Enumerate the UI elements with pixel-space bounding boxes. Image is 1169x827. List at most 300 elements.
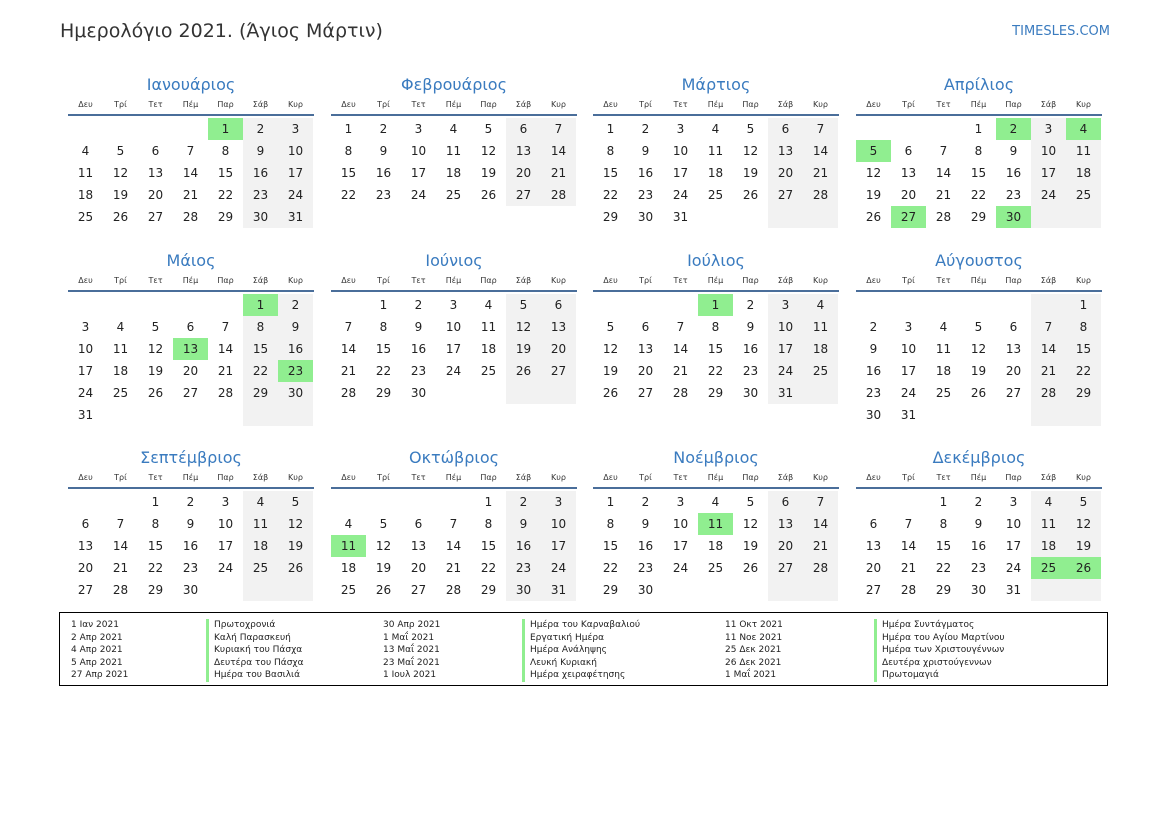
legend-date: 1 Μαΐ 2021 [725, 670, 777, 680]
weekday-label: Κυρ [813, 276, 828, 285]
day-cell: 15 [935, 539, 952, 553]
day-cell: 17 [77, 364, 94, 378]
day-cell: 11 [243, 513, 278, 535]
day-cell: 13 [865, 539, 882, 553]
day-cell: 25 [707, 561, 724, 575]
day-cell: 9 [974, 517, 983, 531]
empty-cell [68, 491, 103, 513]
day-cell: 21 [445, 561, 462, 575]
day-cell: 29 [375, 386, 392, 400]
day-cell: 11 [935, 342, 952, 356]
empty-cell [856, 294, 891, 316]
day-cell: 6 [151, 144, 160, 158]
weekday-label: Κυρ [1076, 276, 1091, 285]
weekday-label: Τρί [114, 473, 127, 482]
empty-cell [996, 404, 1031, 426]
day-cell: 7 [939, 144, 948, 158]
weekday-header [593, 469, 839, 489]
day-cell: 21 [340, 364, 357, 378]
day-cell: 17 [541, 535, 576, 557]
empty-cell [628, 294, 663, 316]
day-cell: 17 [768, 338, 803, 360]
weekday-label: Τετ [936, 276, 951, 285]
empty-cell [856, 491, 891, 513]
day-cell: 3 [81, 320, 90, 334]
day-cell: 22 [602, 188, 619, 202]
day-cell: 29 [602, 210, 619, 224]
legend-date: 1 Ιαν 2021 [71, 620, 119, 630]
month-calendar [593, 447, 839, 601]
day-cell: 13 [541, 316, 576, 338]
days-grid [68, 118, 314, 228]
weekday-label: Τετ [148, 100, 163, 109]
month-calendar [68, 447, 314, 601]
day-cell: 26 [742, 561, 759, 575]
empty-cell [243, 579, 278, 601]
weekday-label: Δευ [78, 100, 93, 109]
day-cell: 26 [602, 386, 619, 400]
day-cell: 7 [449, 517, 458, 531]
legend-holiday-name: Κυριακή του Πάσχα [206, 644, 304, 657]
day-cell: 28 [445, 583, 462, 597]
day-cell: 6 [904, 144, 913, 158]
day-cell: 5 [1066, 491, 1101, 513]
day-cell: 15 [217, 166, 234, 180]
day-cell: 5 [746, 122, 755, 136]
day-cell: 3 [278, 118, 313, 140]
day-cell: 29 [243, 382, 278, 404]
day-cell: 30 [243, 206, 278, 228]
legend-holiday-name: Δευτέρα χριστούγεννων [874, 657, 1005, 670]
day-cell: 20 [768, 535, 803, 557]
day-cell: 5 [116, 144, 125, 158]
empty-cell [331, 491, 366, 513]
day-cell: 29 [480, 583, 497, 597]
day-cell: 29 [217, 210, 234, 224]
day-cell: 11 [445, 144, 462, 158]
weekday-label: Πέμ [970, 100, 987, 109]
day-cell: 16 [243, 162, 278, 184]
day-cell: 20 [182, 364, 199, 378]
day-cell: 17 [410, 166, 427, 180]
day-cell: 23 [410, 364, 427, 378]
legend-date-column [383, 619, 440, 682]
days-grid [331, 294, 577, 404]
empty-cell [891, 294, 926, 316]
day-cell: 24 [1031, 184, 1066, 206]
day-cell: 24 [672, 188, 689, 202]
empty-cell [208, 294, 243, 316]
day-cell: 18 [1066, 162, 1101, 184]
weekday-label: Σάβ [252, 100, 269, 109]
day-cell: 21 [541, 162, 576, 184]
day-cell: 16 [865, 364, 882, 378]
empty-cell [278, 404, 313, 426]
day-cell: 28 [935, 210, 952, 224]
weekday-header [856, 272, 1102, 292]
weekday-label: Τρί [902, 100, 915, 109]
weekday-label: Παρ [742, 473, 759, 482]
weekday-label: Τετ [148, 276, 163, 285]
empty-cell [208, 404, 243, 426]
day-cell: 28 [900, 583, 917, 597]
days-grid [68, 491, 314, 601]
days-grid [593, 491, 839, 601]
month-calendar [331, 447, 577, 601]
weekday-label: Παρ [742, 276, 759, 285]
empty-cell [1031, 206, 1066, 228]
day-cell: 19 [147, 364, 164, 378]
day-cell: 2 [186, 495, 195, 509]
weekday-label: Τετ [148, 473, 163, 482]
day-cell: 7 [541, 118, 576, 140]
day-cell: 8 [243, 316, 278, 338]
month-name: Αύγουστος [935, 251, 1023, 270]
day-cell: 10 [672, 144, 689, 158]
day-cell: 2 [869, 320, 878, 334]
weekday-label: Σάβ [777, 100, 794, 109]
day-cell: 9 [414, 320, 423, 334]
weekday-label: Πέμ [445, 100, 462, 109]
holiday-day-cell: 4 [1066, 118, 1101, 140]
day-cell: 31 [1005, 583, 1022, 597]
day-cell: 10 [541, 513, 576, 535]
weekday-label: Τρί [377, 100, 390, 109]
weekday-label: Δευ [866, 276, 881, 285]
day-cell: 2 [506, 491, 541, 513]
day-cell: 19 [742, 166, 759, 180]
day-cell: 30 [742, 386, 759, 400]
day-cell: 27 [506, 184, 541, 206]
day-cell: 15 [375, 342, 392, 356]
day-cell: 25 [480, 364, 497, 378]
day-cell: 22 [602, 561, 619, 575]
day-cell: 22 [375, 364, 392, 378]
days-grid [331, 118, 577, 206]
day-cell: 29 [1066, 382, 1101, 404]
day-cell: 13 [637, 342, 654, 356]
day-cell: 14 [900, 539, 917, 553]
day-cell: 14 [217, 342, 234, 356]
day-cell: 21 [672, 364, 689, 378]
day-cell: 9 [746, 320, 755, 334]
legend-date: 11 Νοε 2021 [725, 632, 783, 643]
weekday-label: Τρί [639, 276, 652, 285]
legend-holiday-name: Δευτέρα του Πάσχα [206, 657, 304, 670]
weekday-label: Τρί [114, 276, 127, 285]
weekday-label: Παρ [217, 100, 234, 109]
empty-cell [1066, 579, 1101, 601]
empty-cell [436, 382, 471, 404]
month-name: Δεκέμβριος [932, 448, 1026, 467]
day-cell: 19 [865, 188, 882, 202]
weekday-label: Πέμ [445, 473, 462, 482]
day-cell: 27 [77, 583, 94, 597]
day-cell: 5 [506, 294, 541, 316]
day-cell: 30 [970, 583, 987, 597]
weekday-label: Δευ [603, 473, 618, 482]
day-cell: 14 [803, 513, 838, 535]
day-cell: 14 [935, 166, 952, 180]
day-cell: 20 [1005, 364, 1022, 378]
site-link[interactable]: TIMESLES.COM [1012, 24, 1110, 39]
empty-cell [803, 206, 838, 228]
weekday-label: Κυρ [551, 100, 566, 109]
weekday-label: Πέμ [182, 276, 199, 285]
day-cell: 8 [939, 517, 948, 531]
weekday-label: Δευ [341, 100, 356, 109]
day-cell: 17 [672, 166, 689, 180]
day-cell: 18 [707, 166, 724, 180]
day-cell: 26 [480, 188, 497, 202]
day-cell: 10 [672, 517, 689, 531]
day-cell: 10 [1031, 140, 1066, 162]
day-cell: 30 [182, 583, 199, 597]
day-cell: 20 [77, 561, 94, 575]
day-cell: 3 [676, 495, 685, 509]
weekday-label: Κυρ [1076, 473, 1091, 482]
weekday-label: Πέμ [182, 100, 199, 109]
holiday-day-cell: 27 [891, 206, 926, 228]
day-cell: 26 [147, 386, 164, 400]
day-cell: 14 [803, 140, 838, 162]
legend-name-column [206, 619, 304, 682]
day-cell: 25 [445, 188, 462, 202]
day-cell: 2 [243, 118, 278, 140]
day-cell: 23 [865, 386, 882, 400]
day-cell: 27 [147, 210, 164, 224]
day-cell: 15 [1066, 338, 1101, 360]
day-cell: 5 [151, 320, 160, 334]
day-cell: 20 [768, 162, 803, 184]
day-cell: 25 [340, 583, 357, 597]
day-cell: 25 [243, 557, 278, 579]
legend-date-column [71, 619, 128, 682]
day-cell: 23 [970, 561, 987, 575]
day-cell: 22 [243, 360, 278, 382]
day-cell: 11 [112, 342, 129, 356]
weekday-label: Τρί [902, 473, 915, 482]
day-cell: 8 [379, 320, 388, 334]
legend-date: 13 Μαΐ 2021 [383, 645, 440, 655]
day-cell: 2 [641, 122, 650, 136]
weekday-label: Δευ [341, 473, 356, 482]
day-cell: 7 [904, 517, 913, 531]
day-cell: 22 [217, 188, 234, 202]
day-cell: 11 [480, 320, 497, 334]
day-cell: 3 [449, 298, 458, 312]
days-grid [856, 294, 1102, 426]
days-grid [593, 118, 839, 228]
weekday-header [331, 272, 577, 292]
day-cell: 19 [970, 364, 987, 378]
day-cell: 6 [186, 320, 195, 334]
day-cell: 20 [506, 162, 541, 184]
day-cell: 29 [602, 583, 619, 597]
empty-cell [103, 491, 138, 513]
day-cell: 8 [606, 144, 615, 158]
day-cell: 30 [506, 579, 541, 601]
day-cell: 17 [217, 539, 234, 553]
day-cell: 14 [672, 342, 689, 356]
day-cell: 29 [935, 583, 952, 597]
weekday-label: Κυρ [288, 276, 303, 285]
day-cell: 8 [151, 517, 160, 531]
day-cell: 21 [935, 188, 952, 202]
day-cell: 7 [803, 118, 838, 140]
day-cell: 11 [803, 316, 838, 338]
month-name: Σεπτέμβριος [140, 448, 242, 467]
day-cell: 28 [672, 386, 689, 400]
day-cell: 13 [768, 513, 803, 535]
day-cell: 3 [1009, 495, 1018, 509]
empty-cell [366, 491, 401, 513]
weekday-label: Παρ [1005, 100, 1022, 109]
empty-cell [1031, 404, 1066, 426]
day-cell: 1 [1066, 294, 1101, 316]
empty-cell [803, 382, 838, 404]
month-name: Φεβρουάριος [401, 75, 507, 94]
day-cell: 14 [1031, 338, 1066, 360]
day-cell: 17 [900, 364, 917, 378]
day-cell: 15 [243, 338, 278, 360]
day-cell: 2 [974, 495, 983, 509]
day-cell: 7 [221, 320, 230, 334]
day-cell: 18 [480, 342, 497, 356]
day-cell: 16 [970, 539, 987, 553]
day-cell: 24 [77, 386, 94, 400]
empty-cell [1031, 579, 1066, 601]
day-cell: 4 [711, 495, 720, 509]
day-cell: 14 [445, 539, 462, 553]
holiday-day-cell: 1 [243, 294, 278, 316]
empty-cell [331, 294, 366, 316]
empty-cell [961, 294, 996, 316]
legend-holiday-name: Καλή Παρασκευή [206, 632, 304, 645]
day-cell: 11 [707, 144, 724, 158]
empty-cell [68, 118, 103, 140]
day-cell: 13 [77, 539, 94, 553]
weekday-label: Παρ [217, 473, 234, 482]
empty-cell [733, 206, 768, 228]
day-cell: 9 [186, 517, 195, 531]
day-cell: 21 [182, 188, 199, 202]
day-cell: 10 [77, 342, 94, 356]
day-cell: 21 [217, 364, 234, 378]
day-cell: 27 [865, 583, 882, 597]
empty-cell [1066, 404, 1101, 426]
weekday-label: Πέμ [182, 473, 199, 482]
empty-cell [173, 404, 208, 426]
days-grid [68, 294, 314, 426]
day-cell: 8 [974, 144, 983, 158]
month-calendar [68, 250, 314, 426]
empty-cell [803, 579, 838, 601]
day-cell: 16 [278, 338, 313, 360]
day-cell: 21 [1031, 360, 1066, 382]
day-cell: 10 [1005, 517, 1022, 531]
day-cell: 29 [970, 210, 987, 224]
day-cell: 25 [1066, 184, 1101, 206]
day-cell: 5 [606, 320, 615, 334]
day-cell: 6 [1009, 320, 1018, 334]
day-cell: 14 [112, 539, 129, 553]
day-cell: 11 [77, 166, 94, 180]
day-cell: 8 [344, 144, 353, 158]
days-grid [331, 491, 577, 601]
weekday-header [331, 96, 577, 116]
weekday-label: Τρί [377, 473, 390, 482]
day-cell: 1 [606, 495, 615, 509]
day-cell: 15 [147, 539, 164, 553]
holiday-day-cell: 11 [331, 535, 366, 557]
weekday-header [856, 96, 1102, 116]
day-cell: 24 [445, 364, 462, 378]
day-cell: 8 [606, 517, 615, 531]
day-cell: 2 [414, 298, 423, 312]
day-cell: 4 [484, 298, 493, 312]
day-cell: 14 [541, 140, 576, 162]
day-cell: 30 [637, 583, 654, 597]
day-cell: 25 [77, 210, 94, 224]
weekday-label: Πέμ [970, 276, 987, 285]
holiday-day-cell: 2 [996, 118, 1031, 140]
day-cell: 9 [379, 144, 388, 158]
weekday-label: Τρί [377, 276, 390, 285]
day-cell: 27 [637, 386, 654, 400]
legend-holiday-name: Πρωτοχρονιά [206, 619, 304, 632]
month-name: Μάιος [166, 251, 216, 270]
legend-date: 2 Απρ 2021 [71, 632, 123, 643]
month-calendar [593, 250, 839, 404]
day-cell: 28 [340, 386, 357, 400]
month-name: Μάρτιος [681, 75, 751, 94]
day-cell: 5 [484, 122, 493, 136]
weekday-label: Πέμ [707, 276, 724, 285]
day-cell: 19 [278, 535, 313, 557]
day-cell: 15 [707, 342, 724, 356]
month-calendar [68, 74, 314, 228]
day-cell: 31 [77, 408, 94, 422]
day-cell: 7 [676, 320, 685, 334]
empty-cell [856, 118, 891, 140]
day-cell: 21 [112, 561, 129, 575]
day-cell: 12 [480, 144, 497, 158]
weekday-label: Κυρ [1076, 100, 1091, 109]
empty-cell [541, 382, 576, 404]
day-cell: 7 [186, 144, 195, 158]
legend-date-column [725, 619, 783, 682]
day-cell: 20 [147, 188, 164, 202]
weekday-label: Τετ [936, 100, 951, 109]
day-cell: 12 [506, 316, 541, 338]
day-cell: 27 [541, 360, 576, 382]
day-cell: 8 [484, 517, 493, 531]
day-cell: 17 [1031, 162, 1066, 184]
day-cell: 24 [217, 561, 234, 575]
empty-cell [961, 404, 996, 426]
day-cell: 12 [112, 166, 129, 180]
weekday-label: Παρ [480, 100, 497, 109]
day-cell: 12 [602, 342, 619, 356]
day-cell: 15 [340, 166, 357, 180]
day-cell: 31 [541, 579, 576, 601]
weekday-header [593, 96, 839, 116]
day-cell: 24 [1005, 561, 1022, 575]
weekday-label: Κυρ [813, 100, 828, 109]
day-cell: 5 [379, 517, 388, 531]
empty-cell [698, 579, 733, 601]
